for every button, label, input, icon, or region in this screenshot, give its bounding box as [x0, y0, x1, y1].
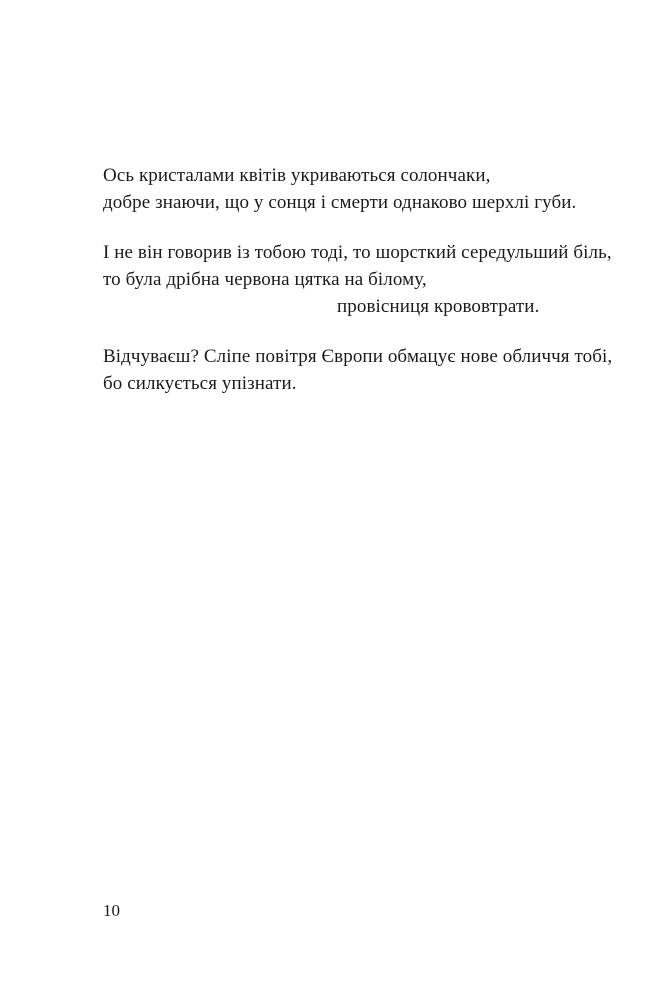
stanza-3 [103, 343, 623, 397]
poem-line: І не він говорив із тобою тоді, то шорсткий середульший біль, [103, 242, 612, 263]
poem-line: бо силкується упізнати. [103, 373, 297, 394]
page-number: 10 [103, 901, 120, 920]
poem-line: добре знаючи, що у сонця і смерти однаково шерхлі губи. [103, 192, 577, 213]
stanza-1 [103, 162, 623, 216]
poem-line: Ось кристалами квітів укриваються солончаки, [103, 165, 491, 186]
poem-line: то була дрібна червона цятка на білому, [103, 269, 427, 290]
poem-line-indented: провісниця крововтрати. [337, 296, 540, 317]
stanza-2 [103, 239, 623, 320]
poem-text [103, 162, 623, 420]
poem-line: Відчуваєш? Сліпе повітря Європи обмацує нове обличчя тобі, [103, 346, 613, 367]
